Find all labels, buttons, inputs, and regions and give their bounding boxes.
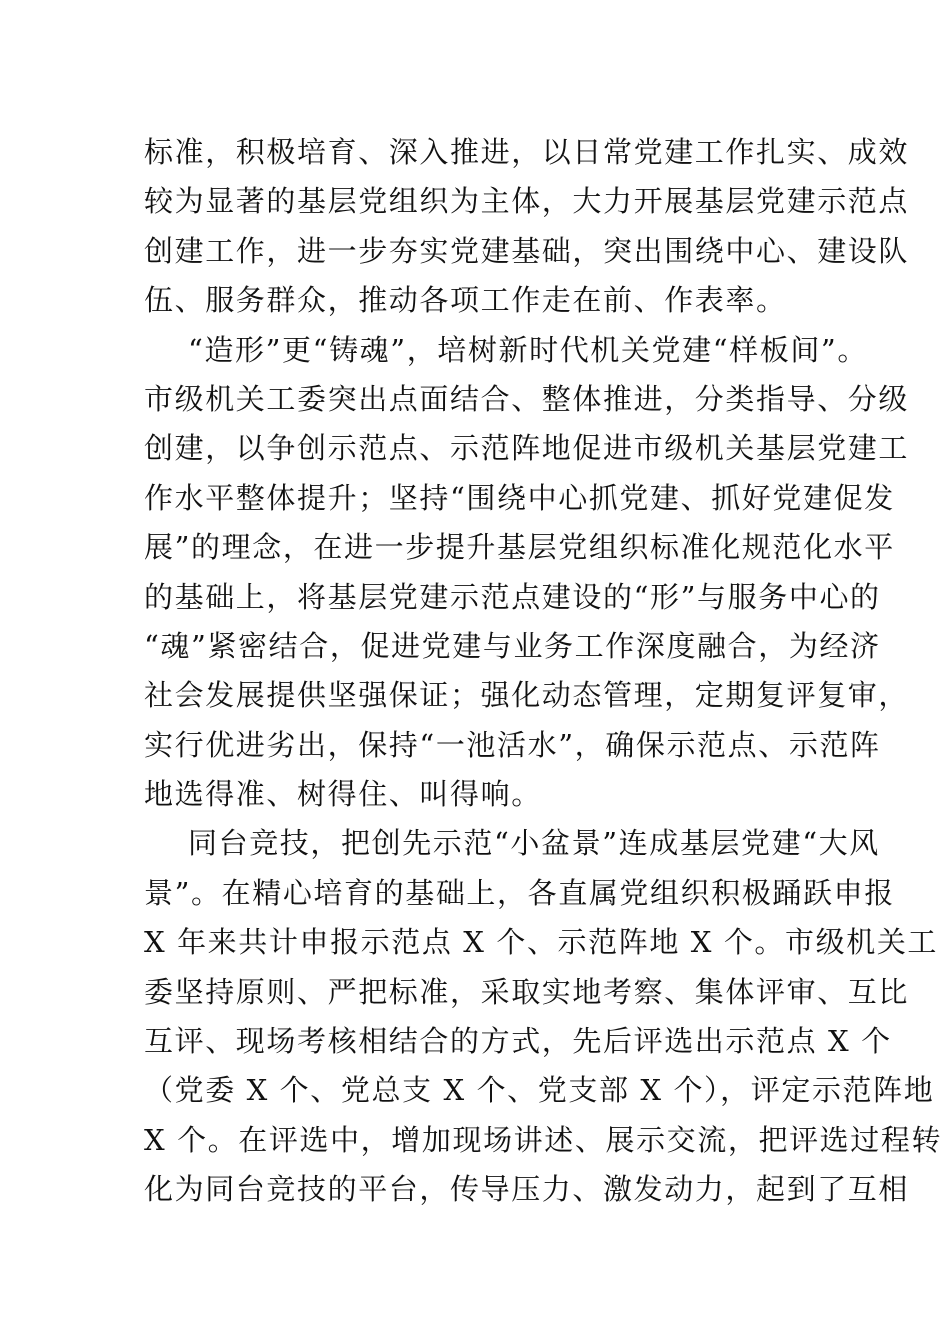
text-line: 社会发展提供坚强保证；强化动态管理，定期复评复审， <box>144 678 910 713</box>
text-line: 标准，积极培育、深入推进，以日常党建工作扎实、成效 <box>144 135 910 169</box>
text-line: 作水平整体提升；坚持“围绕中心抓党建、抓好党建促发 <box>144 480 895 515</box>
text-line: 地选得准、树得住、叫得响。 <box>144 777 542 812</box>
text-line: 创建，以争创示范点、示范阵地促进市级机关基层党建工 <box>144 431 910 466</box>
text-line: 市级机关工委突出点面结合、整体推进，分类指导、分级 <box>144 381 910 416</box>
text-line: 委坚持原则、严把标准，采取实地考察、集体评审、互比 <box>144 974 910 1009</box>
text-line: 化为同台竞技的平台，传导压力、激发动力，起到了互相 <box>144 1172 910 1207</box>
text-line: 实行优进劣出，保持“一池活水”，确保示范点、示范阵 <box>144 727 881 762</box>
paragraph-heading-line: “造形”更“铸魂”，培树新时代机关党建“样板间”。 <box>188 332 868 367</box>
text-line: X 年来共计申报示范点 X 个、示范阵地 X 个。市级机关工 <box>144 925 939 960</box>
body-text <box>144 128 943 1215</box>
text-line: 创建工作，进一步夯实党建基础，突出围绕中心、建设队 <box>144 233 910 268</box>
text-line: “魂”紧密结合，促进党建与业务工作深度融合，为经济 <box>144 628 881 663</box>
text-line: 的基础上，将基层党建示范点建设的“形”与服务中心的 <box>144 579 881 614</box>
text-line: 伍、服务群众，推动各项工作走在前、作表率。 <box>144 283 787 318</box>
text-line: X 个。在评选中，增加现场讲述、展示交流，把评选过程转 <box>144 1122 943 1157</box>
text-line: 展”的理念，在进一步提升基层党组织标准化规范化水平 <box>144 530 895 565</box>
paragraph-heading-line: 同台竞技，把创先示范“小盆景”连成基层党建“大风 <box>188 826 880 861</box>
text-line: 较为显著的基层党组织为主体，大力开展基层党建示范点 <box>144 184 910 219</box>
text-line: 互评、现场考核相结合的方式，先后评选出示范点 X 个 <box>144 1024 892 1059</box>
text-line: （党委 X 个、党总支 X 个、党支部 X 个），评定示范阵地 <box>144 1073 935 1108</box>
text-line: 景”。在精心培育的基础上，各直属党组织积极踊跃申报 <box>144 875 895 910</box>
